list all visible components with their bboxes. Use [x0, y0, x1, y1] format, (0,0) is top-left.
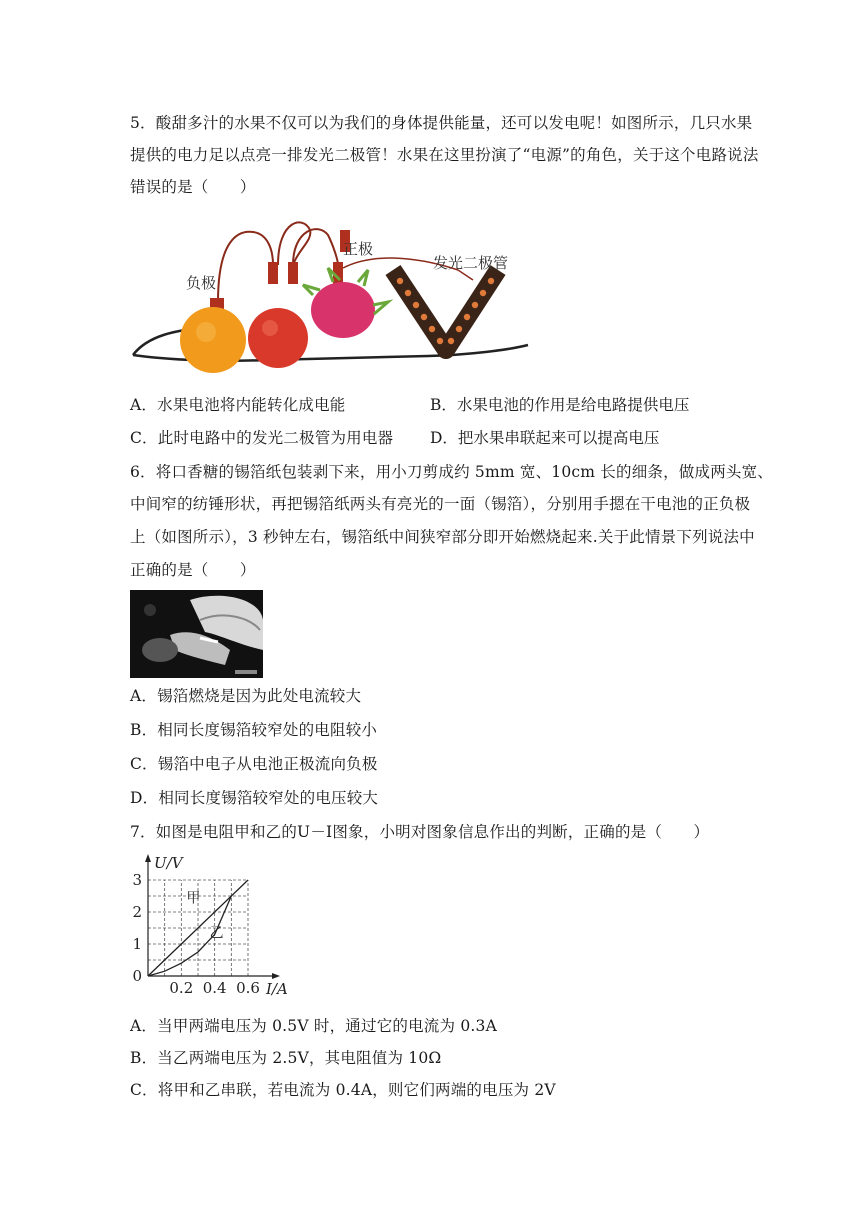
- x-tick-label: 0.2: [169, 979, 194, 997]
- q6-option-b: B．相同长度锡箔较窄处的电阻较小: [130, 721, 378, 739]
- y-axis-arrow: [145, 854, 151, 862]
- label-led: 发光二极管: [433, 254, 509, 272]
- q6-option-a: A．锡箔燃烧是因为此处电流较大: [130, 687, 362, 705]
- q7-stem: 7．如图是电阻甲和乙的U－I图象，小明对图象信息作出的判断，正确的是（ ）: [130, 823, 710, 841]
- foil-battery-photo: [130, 590, 263, 678]
- y-axis-label: U/V: [154, 854, 183, 872]
- q6-option-d: D．相同长度锡箔较窄处的电压较大: [130, 789, 379, 807]
- x-axis-arrow: [272, 973, 280, 979]
- q5-stem-line-3: 错误的是（ ）: [130, 178, 256, 196]
- fruit-battery-figure: [128, 210, 538, 385]
- x-tick-label: 0.4: [202, 979, 227, 997]
- q6-stem-line-4: 正确的是（ ）: [130, 561, 256, 579]
- q6-stem-line-2: 中间窄的纺锤形状，再把锡箔纸两头有亮光的一面（锡箔），分别用手摁在干电池的正负极: [130, 495, 751, 513]
- label-positive: 正极: [343, 240, 374, 258]
- q5-option-a: A．水果电池将内能转化成电能: [130, 396, 346, 414]
- y-tick-label: 2: [132, 903, 142, 921]
- q5-option-b: B．水果电池的作用是给电路提供电压: [430, 396, 690, 414]
- y-tick-label: 1: [132, 935, 142, 953]
- label-negative: 负极: [186, 274, 217, 292]
- series-label-jia: 甲: [186, 890, 201, 907]
- u-i-chart: [128, 852, 303, 997]
- q6-option-c: C．锡箔中电子从电池正极流向负极: [130, 755, 378, 773]
- q5-stem-line-1: 5．酸甜多汁的水果不仅可以为我们的身体提供能量，还可以发电呢！如图所示，几只水果: [130, 114, 753, 132]
- q5-option-d: D．把水果串联起来可以提高电压: [430, 429, 660, 447]
- q6-stem-line-3: 上（如图所示），3 秒钟左右，锡箔纸中间狭窄部分即开始燃烧起来.关于此情景下列说法中: [130, 528, 755, 546]
- y-tick-label: 3: [132, 871, 142, 889]
- q6-stem-line-1: 6．将口香糖的锡箔纸包装剥下来，用小刀剪成约 5mm 宽、10cm 长的细条，做成两头宽、: [130, 463, 774, 481]
- x-axis-label: I/A: [266, 980, 288, 997]
- q7-option-c: C．将甲和乙串联，若电流为 0.4A，则它们两端的电压为 2V: [130, 1081, 556, 1099]
- q7-option-b: B．当乙两端电压为 2.5V，其电阻值为 10Ω: [130, 1049, 442, 1067]
- series-label-yi: 乙: [209, 925, 224, 942]
- q5-stem-line-2: 提供的电力足以点亮一排发光二极管！水果在这里扮演了“电源”的角色，关于这个电路说法: [130, 146, 759, 164]
- y-tick-label: 0: [132, 967, 142, 985]
- q5-option-c: C．此时电路中的发光二极管为用电器: [130, 429, 394, 447]
- x-tick-label: 0.6: [236, 979, 260, 997]
- q7-option-a: A．当甲两端电压为 0.5V 时，通过它的电流为 0.3A: [130, 1017, 497, 1035]
